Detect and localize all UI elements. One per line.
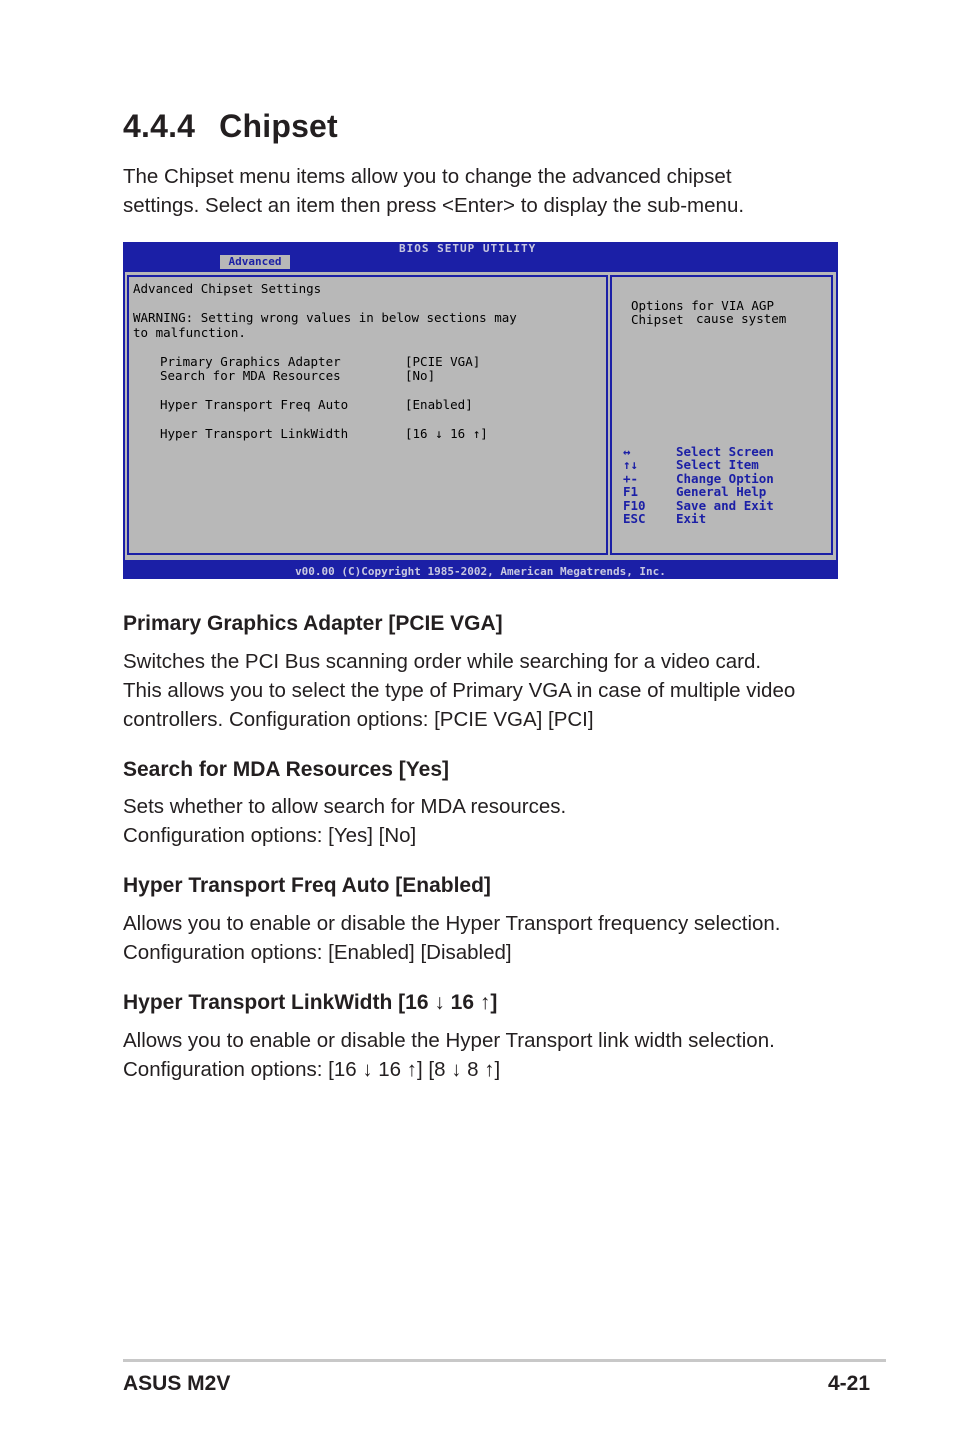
footer-product-name: ASUS M2V — [123, 1372, 231, 1395]
bios-key: ↑↓ — [623, 457, 639, 472]
item-line: Allows you to enable or disable the Hyper Transport frequency selection. — [123, 912, 781, 935]
bios-help-line: cause system — [696, 311, 787, 326]
bios-warning-line: WARNING: Setting wrong values in below sections may — [133, 310, 517, 325]
footer-divider — [123, 1359, 886, 1362]
bios-title: BIOS SETUP UTILITY — [399, 242, 537, 255]
section-number: 4.4.4 — [123, 108, 196, 144]
item-line: Sets whether to allow search for MDA resources. — [123, 795, 567, 818]
bios-key-desc: Change Option — [676, 471, 774, 486]
item-heading: Hyper Transport Freq Auto [Enabled] — [123, 874, 491, 897]
item-heading: Search for MDA Resources [Yes] — [123, 758, 450, 781]
item-heading: Hyper Transport LinkWidth [16 ↓ 16 ↑] — [123, 991, 498, 1014]
bios-key-desc: Select Screen — [676, 444, 774, 459]
bios-help-panel — [610, 275, 833, 555]
item-line: Allows you to enable or disable the Hyper Transport link width selection. — [123, 1029, 775, 1052]
bios-main-panel — [127, 275, 608, 555]
item-description — [123, 1026, 863, 1084]
bios-body — [125, 272, 836, 560]
bios-key: F1 — [623, 484, 639, 499]
bios-item-primary-graphics-value[interactable]: [PCIE VGA] — [405, 354, 481, 369]
bios-item-primary-graphics-label[interactable]: Primary Graphics Adapter — [160, 354, 341, 369]
bios-titlebar — [123, 242, 838, 270]
item-line: This allows you to select the type of Primary VGA in case of multiple video — [123, 679, 796, 702]
item-description — [123, 909, 863, 967]
bios-item-mda-label[interactable]: Search for MDA Resources — [160, 368, 341, 383]
item-line: Configuration options: [16 ↓ 16 ↑] [8 ↓ 8 ↑] — [123, 1058, 501, 1081]
intro-line: settings. Select an item then press <Enter> to display the sub-menu. — [123, 194, 745, 217]
bios-item-ht-freq-label[interactable]: Hyper Transport Freq Auto — [160, 397, 349, 412]
bios-tab-advanced[interactable]: Advanced — [220, 255, 290, 269]
bios-copyright: v00.00 (C)Copyright 1985-2002, American Megatrends, Inc. — [123, 565, 838, 579]
bios-key: ESC — [623, 511, 646, 526]
bios-key: F10 — [623, 498, 646, 513]
bios-key: +- — [623, 471, 639, 486]
item-line: controllers. Configuration options: [PCIE VGA] [PCI] — [123, 708, 594, 731]
item-description — [123, 792, 863, 850]
section-title-text: Chipset — [219, 108, 338, 144]
bios-key: ↔ — [623, 444, 631, 459]
bios-panel-heading: Advanced Chipset Settings — [133, 281, 322, 296]
bios-warning-line: to malfunction. — [133, 325, 246, 340]
bios-item-ht-freq-value[interactable]: [Enabled] — [405, 397, 473, 412]
item-description — [123, 647, 863, 734]
bios-help-line: Options for VIA AGP — [631, 298, 774, 313]
intro-paragraph — [123, 162, 863, 220]
bios-item-ht-width-label[interactable]: Hyper Transport LinkWidth — [160, 426, 349, 441]
bios-key-desc: Exit — [676, 511, 707, 526]
bios-item-ht-width-value[interactable]: [16 ↓ 16 ↑] — [405, 426, 488, 441]
bios-key-desc: General Help — [676, 484, 767, 499]
item-line: Switches the PCI Bus scanning order while searching for a video card. — [123, 650, 762, 673]
section-title — [123, 108, 338, 145]
bios-key-desc: Save and Exit — [676, 498, 774, 513]
bios-item-mda-value[interactable]: [No] — [405, 368, 436, 383]
item-line: Configuration options: [Enabled] [Disabled] — [123, 941, 512, 964]
footer-page-number: 4-21 — [827, 1372, 870, 1395]
bios-key-desc: Select Item — [676, 457, 759, 472]
bios-help-line: Chipset — [631, 312, 684, 327]
item-line: Configuration options: [Yes] [No] — [123, 824, 417, 847]
bios-screenshot — [123, 242, 838, 579]
item-heading: Primary Graphics Adapter [PCIE VGA] — [123, 612, 503, 635]
intro-line: The Chipset menu items allow you to change the advanced chipset — [123, 165, 732, 188]
